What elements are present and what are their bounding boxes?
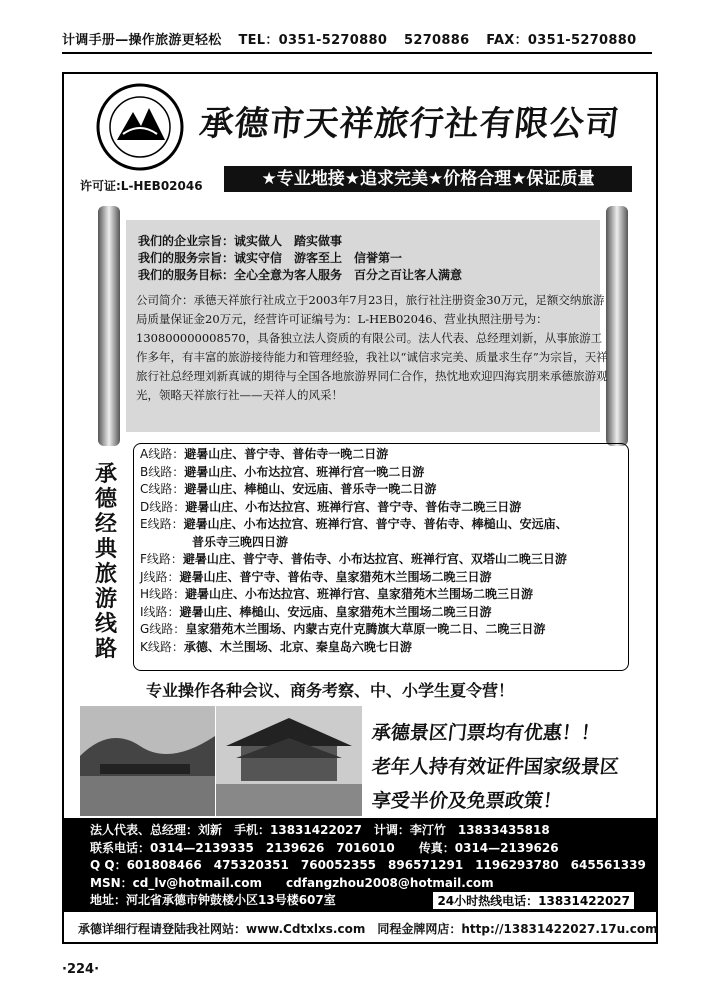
routes-title-char: 承 — [94, 462, 117, 487]
routes-title-char: 线 — [94, 612, 117, 637]
lake-pavilion-photo — [80, 706, 215, 816]
route-item: J线路：避暑山庄、普宁寺、普佑寺、皇家猎苑木兰围场二晚三日游 — [140, 569, 492, 584]
contact-line: 法人代表、总经理：刘新 手机：13831422027 计调：李汀竹 13833435818 — [90, 823, 550, 837]
scroll-roller-left — [98, 206, 120, 446]
routes-title-char: 路 — [94, 637, 117, 662]
license-number: 许可证:L-HEB02046 — [80, 179, 203, 193]
route-item: H线路：避暑山庄、小布达拉宫、班禅行宫、皇家猎苑木兰围场二晚三日游 — [140, 587, 534, 601]
contact-line: 地址：河北省承德市钟鼓楼小区13号楼607室 — [90, 893, 336, 907]
page-number: ·224· — [62, 962, 100, 977]
routes-title-char: 经 — [94, 512, 117, 537]
route-item: 普乐寺三晚四日游 — [192, 534, 289, 549]
route-item: D线路：避暑山庄、小布达拉宫、班禅行宫、普宁寺、普佑寺二晚三日游 — [140, 499, 522, 514]
page-header — [62, 30, 652, 54]
services-line: 专业操作各种会议、商务考察、中、小学生夏令营！ — [146, 681, 515, 700]
route-item: K线路：承德、木兰围场、北京、秦皇岛六晚七日游 — [140, 639, 412, 654]
contact-line: Q Q：601808466 475320351 760052355 896571291 1196293780 645561339 — [90, 858, 646, 872]
hotline: 24小时热线电话：13831422027 — [433, 892, 634, 909]
header-tel: TEL：0351-5270880 — [238, 33, 388, 48]
promo-line: 老年人持有效证件国家级景区 — [370, 756, 621, 778]
website-line: 承德详细行程请登陆我社网站：www.Cdtxlxs.com 同程金牌网店：http://13831422027.17u.com — [78, 922, 658, 936]
route-item: E线路：避暑山庄、小布达拉宫、班禅行宫、普宁寺、普佑寺、棒槌山、安远庙、 — [140, 517, 568, 531]
company-slogan: ★专业地接★追求完美★价格合理★保证质量 — [224, 166, 632, 192]
contact-panel — [62, 818, 656, 912]
header-fax: FAX：0351-5270880 — [486, 33, 637, 48]
route-item: I线路：避暑山庄、棒槌山、安远庙、皇家猎苑木兰围场二晚三日游 — [140, 604, 492, 619]
routes-title-char: 游 — [94, 587, 117, 612]
header-title: 计调手册—操作旅游更轻松 — [62, 33, 222, 48]
company-intro: 公司简介：承德天祥旅行社成立于2003年7月23日，旅行社注册资金30万元，足额交纳旅游局质量保证金20万元，经营许可证编号为：L-HEB02046、营业执照注册号为：130800000008570，具备独立法人资质的有限公司。法人代表、总经理刘新，从事旅游工作多年，有丰富的旅游接待能力和管理经验，我社以“诚信求完美、质量求生存”为宗旨，天祥旅行社总经理刘新真诚的期待与全国各地旅游界同仁合作，热忱地欢迎四海宾朋来承德旅游观光，领略天祥旅行社——天祥人的风采！ — [136, 293, 608, 402]
route-item: A线路：避暑山庄、普宁寺、普佑寺一晚二日游 — [140, 447, 389, 461]
mission-line: 我们的服务目标：全心全意为客人服务 百分之百让客人满意 — [138, 268, 463, 282]
route-item: F线路：避暑山庄、普宁寺、普佑寺、小布达拉宫、班禅行宫、双塔山二晚三日游 — [140, 552, 567, 566]
company-name: 承德市天祥旅行社有限公司 — [197, 104, 622, 144]
promo-line: 承德景区门票均有优惠！！ — [370, 722, 602, 744]
routes-title-char: 旅 — [94, 562, 117, 587]
route-item: C线路：避暑山庄、棒槌山、安远庙、普乐寺一晚二日游 — [140, 482, 437, 496]
contact-line: 联系电话：0314—2139335 2139626 7016010 传真：0314—2139626 — [90, 840, 559, 855]
company-logo-icon — [95, 82, 185, 172]
temple-photo — [216, 706, 362, 816]
contact-line: MSN：cd_lv@hotmail.com cdfangzhou2008@hotmail.com — [90, 875, 494, 890]
routes-title-char: 德 — [94, 487, 117, 512]
route-item: B线路：避暑山庄、小布达拉宫、班禅行宫一晚二日游 — [140, 464, 425, 479]
routes-title — [86, 462, 126, 682]
route-item: G线路：皇家猎苑木兰围场、内蒙古克什克腾旗大草原一晚二日、二晚三日游 — [140, 622, 546, 636]
mission-line: 我们的企业宗旨：诚实做人 踏实做事 — [138, 234, 343, 248]
mission-line: 我们的服务宗旨：诚实守信 游客至上 信誉第一 — [138, 251, 403, 265]
header-tel2: 5270886 — [404, 33, 470, 48]
routes-list — [133, 443, 629, 671]
promo-line: 享受半价及免票政策！ — [370, 790, 564, 812]
routes-title-char: 典 — [94, 537, 117, 562]
